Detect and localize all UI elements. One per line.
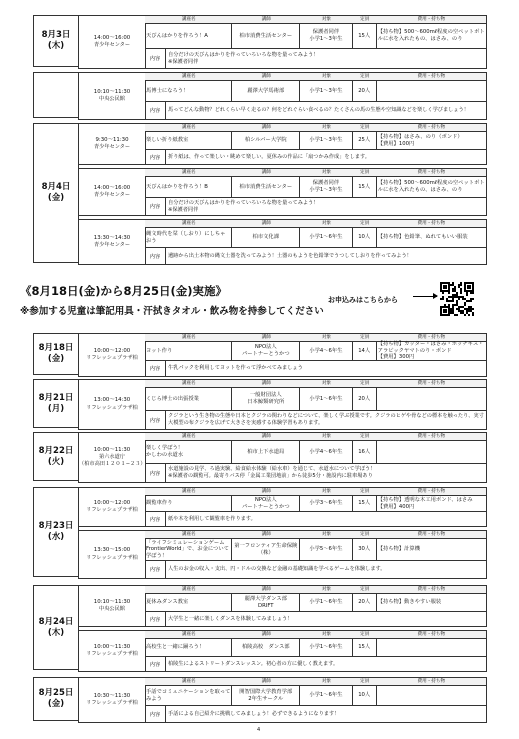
time-place xyxy=(79,220,146,264)
course-main xyxy=(145,81,486,101)
header-capacity: 定員 xyxy=(360,17,370,22)
cell-fee xyxy=(377,441,486,463)
course-main xyxy=(145,228,486,247)
header-course: 講座名 xyxy=(181,125,196,130)
header-fee: 費用・持ち物 xyxy=(417,381,446,386)
header-course: 講座名 xyxy=(181,489,196,494)
cell-course: ヨット作り xyxy=(145,342,232,360)
header-fee: 費用・持ち物 xyxy=(417,17,446,22)
rows-container xyxy=(78,15,487,67)
header-capacity: 定員 xyxy=(360,587,370,592)
date-label: 8月24日 (木) xyxy=(33,585,79,670)
cell-lecturer: 開智国際大学教育学部 2年生サークル xyxy=(232,686,300,705)
rows-container xyxy=(78,72,487,118)
course-row xyxy=(78,530,487,579)
header-lecturer: 講師 xyxy=(261,381,271,386)
cell-capacity: 10人 xyxy=(353,228,377,247)
header-target: 対象 xyxy=(321,587,332,592)
cell-course: 手話でコミュニケーションを取ってみよう xyxy=(145,686,232,705)
section-heading: 《8月18日(金)から8月25日(金)実施》 xyxy=(20,284,228,298)
cell-fee xyxy=(377,639,486,656)
time: 10:10〜11:30 xyxy=(93,88,131,95)
time-place xyxy=(79,631,146,671)
header-target: 対象 xyxy=(321,679,332,684)
cell-fee xyxy=(377,686,486,705)
content-row xyxy=(145,149,486,164)
time-place xyxy=(79,380,146,429)
course-main xyxy=(145,132,486,149)
content-text: 柏陵生によるストリートダンスレッスン。初心者の方に優しく教えます。 xyxy=(168,660,339,667)
course-row xyxy=(78,677,487,723)
cell-capacity: 25人 xyxy=(353,132,377,149)
header-target: 対象 xyxy=(321,632,332,637)
cell-fee: 【持ち物】透明な木工用ボンド、はさみ 【費用】400円 xyxy=(377,496,473,510)
rows-container xyxy=(78,333,487,375)
rows-container xyxy=(78,585,487,670)
header-fee: 費用・持ち物 xyxy=(417,679,446,684)
time-place xyxy=(79,488,146,526)
time: 14:00〜16:00 xyxy=(93,34,131,41)
cell-lecturer: NPO法人 パートナーとうかつ xyxy=(232,496,300,511)
schedule-block xyxy=(33,379,487,428)
course-main xyxy=(145,24,486,48)
rows-container xyxy=(78,432,487,481)
cell-course: 縄文時代を栞（しおり）にしちゃおう xyxy=(145,228,232,247)
qr-code-icon xyxy=(440,282,474,316)
course-row xyxy=(78,432,487,483)
cell-capacity: 20人 xyxy=(353,594,377,611)
header-lecturer: 講師 xyxy=(261,434,271,439)
content-row xyxy=(145,511,486,526)
content-row xyxy=(145,611,486,626)
time: 10:00〜12:00 xyxy=(93,499,131,506)
cell-course: 観覧車作り xyxy=(145,496,232,511)
place: リフレッシュプラザ柏 xyxy=(86,404,138,411)
time: 10:00〜11:30 xyxy=(93,643,131,650)
cell-course: 楽しい折り紙教室 xyxy=(145,132,232,149)
content-text: 馬ってどんな動物？どれくらい早く走るの？何をどれぐらい食べるの？たくさんの馬の生態や空知識などを楽しく学びましょう！ xyxy=(168,107,469,114)
header-fee: 費用・持ち物 xyxy=(417,74,446,79)
column-header xyxy=(145,488,486,496)
time-place xyxy=(79,124,146,164)
cell-course: 天びんはかりを作ろう！A xyxy=(145,24,232,48)
header-fee: 費用・持ち物 xyxy=(417,125,446,130)
column-header xyxy=(145,631,486,639)
header-lecturer: 講師 xyxy=(261,221,271,226)
time-place xyxy=(79,73,146,119)
header-lecturer: 講師 xyxy=(261,632,271,637)
header-fee: 費用・持ち物 xyxy=(417,434,446,439)
content-label: 内容 xyxy=(145,706,166,722)
content-row xyxy=(145,48,486,68)
course-row xyxy=(78,219,487,265)
cell-capacity: 15人 xyxy=(353,496,377,511)
content-label: 内容 xyxy=(145,150,166,164)
content-label: 内容 xyxy=(145,248,166,264)
header-capacity: 定員 xyxy=(360,221,370,226)
date-label: 8月18日 (金) xyxy=(33,333,79,375)
cell-fee: 【持ち物】500〜600mℓ程度の空ペットボトルに水を入れたもの、はさみ、のり xyxy=(377,180,485,193)
rows-container xyxy=(78,677,487,721)
header-capacity: 定員 xyxy=(360,381,370,386)
cell-fee: 【持ち物】計算機 xyxy=(377,546,421,553)
header-course: 講座名 xyxy=(181,335,196,340)
content-row xyxy=(145,247,486,264)
cell-lecturer: NPO法人 パートナーとうかつ xyxy=(232,342,300,360)
time-place xyxy=(79,586,146,626)
date-label: 8月22日 (火) xyxy=(33,432,79,481)
column-header xyxy=(145,169,486,177)
cell-target: 小学1〜6年生 xyxy=(300,228,353,247)
time-place xyxy=(79,169,146,215)
schedule-block xyxy=(33,585,487,670)
cell-course: 天びんはかりを作ろう！B xyxy=(145,177,232,197)
cell-lecturer: 柏シルバー大学院 xyxy=(232,132,300,149)
content-label: 内容 xyxy=(145,612,166,626)
course-row xyxy=(78,72,487,120)
content-row xyxy=(145,101,486,119)
cell-fee xyxy=(377,388,486,410)
header-target: 対象 xyxy=(321,170,332,175)
course-row xyxy=(78,168,487,216)
cell-capacity: 20人 xyxy=(353,388,377,410)
cell-capacity: 15人 xyxy=(353,177,377,197)
cell-course: 高校生と一緒に踊ろう！ xyxy=(145,639,232,656)
content-text: 折り紙は、作って楽しい・眺めて楽しい。夏休みの作品に「扇つかみ作成」をします。 xyxy=(168,153,370,160)
place: 青少年センター xyxy=(93,144,131,151)
cell-lecturer: 麗澤大学ダンス部 DRIFT xyxy=(232,594,300,611)
course-main xyxy=(145,496,486,511)
header-course: 講座名 xyxy=(181,587,196,592)
content-text: 遺跡から出土本物の縄文土器を洗ってみよう！土器のもようを色鉛筆でうつしてしおりを作ってみよう！ xyxy=(168,252,412,259)
cell-capacity: 15人 xyxy=(353,639,377,656)
cell-course: 夏休みダンス教室 xyxy=(145,594,232,611)
cell-lecturer: 一般財団法人 日本鯨類研究所 xyxy=(232,388,300,410)
schedule-block xyxy=(33,487,487,577)
column-header xyxy=(145,586,486,594)
notice-text: ※参加する児童は筆記用具・汗拭きタオル・飲み物を持参してください xyxy=(20,306,324,317)
course-row xyxy=(78,487,487,527)
cell-lecturer: 柏市消費生活センター xyxy=(232,177,300,197)
content-text: 水道施設の見学、ろ過実験、給食給水体験（給水車）を通じて、水道水について学ぼう！ ※保護者の観覧可。最寄りバス停「金属工業団地前」から徒歩5分・施設内に駐車場あり xyxy=(168,466,376,479)
header-capacity: 定員 xyxy=(360,679,370,684)
page-number: 4 xyxy=(257,727,261,733)
header-target: 対象 xyxy=(321,17,332,22)
place: 青少年センター xyxy=(93,192,131,199)
content-label: 内容 xyxy=(145,657,166,671)
cell-lecturer: 柏陵高校 ダンス部 xyxy=(232,639,300,656)
rows-container xyxy=(78,487,487,577)
time: 10:30〜11:30 xyxy=(93,692,131,699)
place: 青少年センター xyxy=(93,42,131,49)
arrow-icon xyxy=(413,296,437,297)
cell-target: 小学1〜6年生 xyxy=(300,388,353,410)
header-capacity: 定員 xyxy=(360,125,370,130)
cell-lecturer: 柏市文化課 xyxy=(232,228,300,247)
schedule-block xyxy=(33,123,487,263)
header-course: 講座名 xyxy=(181,221,196,226)
course-main xyxy=(145,441,486,463)
cell-capacity: 15人 xyxy=(353,24,377,48)
cell-course: 馬博士になろう！ xyxy=(145,81,232,101)
place: 第六水道庁 （柏市高田１２０１−２３） xyxy=(79,454,146,468)
cell-fee: 【持ち物】カッター・はさみ・ホッチキス・アラビックヤマトのり・ボンド 【費用】300円 xyxy=(377,341,484,361)
place: 青少年センター xyxy=(93,242,131,249)
header-capacity: 定員 xyxy=(360,434,370,439)
course-row xyxy=(78,630,487,672)
cell-fee xyxy=(377,81,486,101)
place: リフレッシュプラザ柏 xyxy=(86,507,138,514)
date-label: 8月21日 (月) xyxy=(33,379,79,428)
course-main xyxy=(145,388,486,410)
header-course: 講座名 xyxy=(181,17,196,22)
header-lecturer: 講師 xyxy=(261,335,271,340)
header-course: 講座名 xyxy=(181,381,196,386)
header-target: 対象 xyxy=(321,335,332,340)
content-text: 大学生と一緒に楽しくダンスを体験してみましょう！ xyxy=(168,615,293,622)
header-target: 対象 xyxy=(321,489,332,494)
apply-link[interactable]: お申込みはこちらから xyxy=(328,296,398,304)
rows-container xyxy=(78,379,487,428)
header-fee: 費用・持ち物 xyxy=(417,221,446,226)
time: 13:30〜15:00 xyxy=(93,547,131,554)
header-course: 講座名 xyxy=(181,679,196,684)
time-place xyxy=(79,433,146,482)
header-fee: 費用・持ち物 xyxy=(417,532,446,537)
content-row xyxy=(145,656,486,671)
column-header xyxy=(145,73,486,81)
cell-course: くじら博士の出張授業 xyxy=(145,388,232,410)
header-lecturer: 講師 xyxy=(261,489,271,494)
content-text: 人生のお金の収入・支出、円・ドルの交換など金融の基礎知識を学べるゲームを体験します。 xyxy=(168,566,386,573)
cell-capacity: 20人 xyxy=(353,81,377,101)
column-header xyxy=(145,16,486,24)
course-main xyxy=(145,177,486,197)
cell-capacity: 14人 xyxy=(353,342,377,360)
content-text: 牛乳パックを利用してヨットを作って浮かべてみましょう xyxy=(168,365,303,372)
cell-fee: 【持ち物】はさみ、のり（ボンド） 【費用】100円 xyxy=(377,133,463,147)
time-place xyxy=(79,531,146,578)
cell-target: 保護者同伴 小学1〜3年生 xyxy=(300,24,353,48)
header-capacity: 定員 xyxy=(360,170,370,175)
cell-target: 小学1〜6年生 xyxy=(300,639,353,656)
date-label: 8月25日 (金) xyxy=(33,677,79,721)
content-label: 内容 xyxy=(145,49,166,68)
column-header xyxy=(145,678,486,686)
course-row xyxy=(78,15,487,69)
column-header xyxy=(145,380,486,388)
course-main xyxy=(145,539,486,560)
header-target: 対象 xyxy=(321,125,332,130)
time: 13:00〜14:30 xyxy=(93,397,131,404)
content-text: 自分だけの天びんはかりを作っていろいろな物を量ってみよう！ ※保護者同伴 xyxy=(168,199,319,213)
course-main xyxy=(145,686,486,705)
header-course: 講座名 xyxy=(181,170,196,175)
header-fee: 費用・持ち物 xyxy=(417,632,446,637)
time: 14:00〜16:00 xyxy=(93,184,131,191)
cell-target: 小学4〜6年生 xyxy=(300,441,353,463)
cell-target: 小学1〜6年生 xyxy=(300,594,353,611)
header-lecturer: 講師 xyxy=(261,74,271,79)
header-course: 講座名 xyxy=(181,632,196,637)
time-place xyxy=(79,16,146,68)
qr-code[interactable] xyxy=(440,282,474,316)
cell-course: 楽しく学ぼう！ かしわの水道水 xyxy=(145,441,232,463)
date-label xyxy=(33,72,79,118)
header-course: 講座名 xyxy=(181,532,196,537)
date-label: 8月23日 (水) xyxy=(33,487,79,577)
column-header xyxy=(145,433,486,441)
schedule-block xyxy=(33,432,487,481)
cell-fee: 【持ち物】色鉛筆、ぬれてもいい服装 xyxy=(377,234,468,241)
time-place xyxy=(79,334,146,376)
content-row xyxy=(145,560,486,578)
content-label: 内容 xyxy=(145,198,166,215)
header-target: 対象 xyxy=(321,434,332,439)
cell-lecturer: 第一フロンティア生命保険（株） xyxy=(232,539,300,560)
header-fee: 費用・持ち物 xyxy=(417,489,446,494)
header-fee: 費用・持ち物 xyxy=(417,587,446,592)
time: 13:30〜14:30 xyxy=(93,234,131,241)
cell-target: 小学4〜6年生 xyxy=(300,342,353,360)
place: リフレッシュプラザ柏 xyxy=(86,554,138,561)
cell-fee: 【持ち物】500〜600mℓ程度の空ペットボトルに水を入れたもの、はさみ、のり xyxy=(377,29,485,42)
column-header xyxy=(145,220,486,228)
course-main xyxy=(145,639,486,656)
time: 10:00〜12:00 xyxy=(93,347,131,354)
header-course: 講座名 xyxy=(181,434,196,439)
course-row xyxy=(78,333,487,377)
content-row xyxy=(145,705,486,722)
cell-target: 小学5〜6年生 xyxy=(300,539,353,560)
content-text: 紙や木を利用して観覧車を作ります。 xyxy=(168,515,256,522)
header-fee: 費用・持ち物 xyxy=(417,335,446,340)
place: リフレッシュプラザ柏 xyxy=(86,355,138,362)
content-text: クジラという生き物の生態や日本とクジラの関わりなどについて、楽しく学ぶ授業です。クジラのヒゲや骨などの標本を触ったり、実寸大模型の布クジラを広げて大きさを実感する体験学習もあります。 xyxy=(168,413,484,426)
header-target: 対象 xyxy=(321,381,332,386)
cell-target: 小学1〜3年生 xyxy=(300,81,353,101)
header-lecturer: 講師 xyxy=(261,679,271,684)
arrow-head xyxy=(433,293,438,299)
schedule-block xyxy=(33,333,487,375)
header-fee: 費用・持ち物 xyxy=(417,170,446,175)
content-label: 内容 xyxy=(145,512,166,526)
cell-target: 小学3〜6年生 xyxy=(300,496,353,511)
content-label: 内容 xyxy=(145,561,166,578)
course-row xyxy=(78,123,487,165)
content-text: 自分だけの天びんはかりを作っていろいろな物を量ってみよう！ ※保護者同伴 xyxy=(168,51,319,65)
course-row xyxy=(78,379,487,430)
header-course: 講座名 xyxy=(181,74,196,79)
cell-capacity: 10人 xyxy=(353,686,377,705)
course-main xyxy=(145,342,486,360)
header-capacity: 定員 xyxy=(360,532,370,537)
time: 9:30〜11:30 xyxy=(95,136,129,143)
header-capacity: 定員 xyxy=(360,74,370,79)
course-main xyxy=(145,594,486,611)
content-label: 内容 xyxy=(145,464,166,482)
cell-course: 「ライフシミュレーションゲームFrontierWorld」で、お金について学ぼう！ xyxy=(145,539,232,560)
content-label: 内容 xyxy=(145,411,166,429)
header-lecturer: 講師 xyxy=(261,125,271,130)
cell-fee: 【持ち物】動きやすい服装 xyxy=(377,599,442,606)
column-header xyxy=(145,531,486,539)
time: 10:00〜11:30 xyxy=(93,446,131,453)
content-label: 内容 xyxy=(145,361,166,376)
time-place xyxy=(79,678,146,722)
cell-target: 小学1〜6年生 xyxy=(300,686,353,705)
cell-capacity: 16人 xyxy=(353,441,377,463)
cell-lecturer: 柏市消費生活センター xyxy=(232,24,300,48)
column-header xyxy=(145,124,486,132)
cell-capacity: 30人 xyxy=(353,539,377,560)
cell-target: 小学1〜3年生 xyxy=(300,132,353,149)
header-lecturer: 講師 xyxy=(261,587,271,592)
date-label: 8月4日 (金) xyxy=(33,123,79,263)
place: リフレッシュプラザ柏 xyxy=(86,651,138,658)
place: 中央公民館 xyxy=(99,606,125,613)
header-target: 対象 xyxy=(321,221,332,226)
header-lecturer: 講師 xyxy=(261,17,271,22)
cell-lecturer: 柏市上下水道局 xyxy=(232,441,300,463)
schedule-block xyxy=(33,677,487,721)
course-row xyxy=(78,585,487,627)
content-row xyxy=(145,410,486,429)
header-lecturer: 講師 xyxy=(261,532,271,537)
header-capacity: 定員 xyxy=(360,632,370,637)
schedule-block xyxy=(33,15,487,67)
time: 10:10〜11:30 xyxy=(93,598,131,605)
place: リフレッシュプラザ柏 xyxy=(86,700,138,707)
cell-target: 保護者同伴 小学1〜3年生 xyxy=(300,177,353,197)
header-capacity: 定員 xyxy=(360,489,370,494)
content-label: 内容 xyxy=(145,102,166,119)
rows-container xyxy=(78,123,487,263)
header-target: 対象 xyxy=(321,532,332,537)
header-lecturer: 講師 xyxy=(261,170,271,175)
content-row xyxy=(145,360,486,376)
content-row xyxy=(145,197,486,215)
cell-lecturer: 麗澤大学馬術部 xyxy=(232,81,300,101)
schedule-block xyxy=(33,72,487,118)
date-label: 8月3日 (木) xyxy=(33,15,79,67)
place: 中央公民館 xyxy=(99,96,125,103)
header-target: 対象 xyxy=(321,74,332,79)
content-text: 手話による自己紹介に挑戦してみましょう！必ずできるようになります！ xyxy=(168,710,340,717)
content-row xyxy=(145,463,486,482)
header-capacity: 定員 xyxy=(360,335,370,340)
